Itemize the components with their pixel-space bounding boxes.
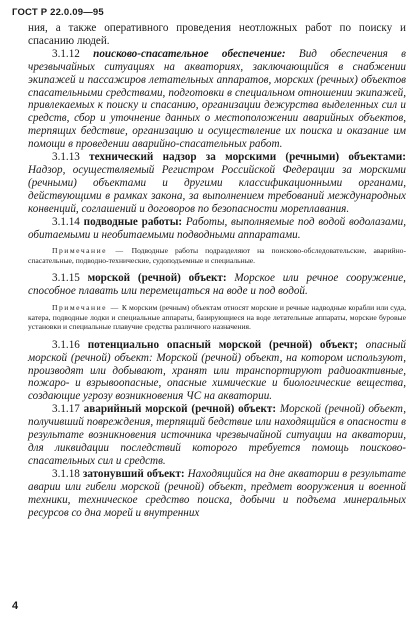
document-body <box>28 22 406 519</box>
intro-paragraph: ния, а также оперативного проведения неотложных работ по поиску и спасанию людей. <box>28 22 406 47</box>
section-3-1-13 <box>28 151 406 216</box>
note-3-1-15 <box>28 303 406 332</box>
section-number: 3.1.13 <box>52 151 80 164</box>
note-3-1-14 <box>28 246 406 265</box>
note-label: Примечание — <box>52 303 120 313</box>
section-3-1-16 <box>28 339 406 404</box>
section-definition: Вид обеспечения в чрезвычайных ситуациях на акваториях, заключающийся в снабжении экипажей и пассажиров летательных аппаратов, морских (речных) объектов спасательными средствами, подготовки в специальном отношении экипажей, привлекаемых к поиску и спасанию, организации дежурства выделенных сил и средств, сбор и уточнение данных о местоположении аварийных объектов, терпящих бедствие, организацию и осуществление их поиска и оказание им помощи в проведении аварийно-спасательных работ. <box>28 47 406 151</box>
section-number: 3.1.15 <box>52 272 80 285</box>
section-definition: Морской (речной) объект, получивший повреждения, терпящий бедствие или находящийся в опасности в результате возникновения источника чрезвычайной ситуации на акватории, для ликвидации последствий которого требуется помощь поисково-спасательных сил и средств. <box>28 403 406 467</box>
section-term: подводные работы: <box>83 215 183 228</box>
section-3-1-17 <box>28 403 406 468</box>
page-number: 4 <box>12 600 19 612</box>
section-number: 3.1.12 <box>52 47 80 60</box>
section-number: 3.1.14 <box>52 215 80 228</box>
section-definition: опасный морской (речной) объект: Морской (речной) объект, на котором используют, производят или добывают, хранят или транспортируют радиоактивные, пожаро- и взрывоопасные, опасные химические и биологические вещества, создающие угрозу возникновения ЧС на акватории. <box>28 338 406 403</box>
note-text: К морским (речным) объектам относят морские и речные надводные корабли или суда, катера, подводные лодки и специальные аппараты, базирующиеся на воде летательные аппараты, морские буровые установки и специальные плавучие средства различного назначения. <box>28 303 407 332</box>
section-term: технический надзор за морскими (речными) объектами: <box>89 151 406 164</box>
document-header: ГОСТ Р 22.0.09—95 <box>12 7 104 18</box>
section-definition: Надзор, осуществляемый Регистром Российской Федерации за морскими (речными) объектами и другими классификационными органами, действующими в рамках закона, за выполнением требований международных конвенций, соглашений и договоров по безопасности мореплавания. <box>28 163 406 215</box>
section-definition: Находящийся на дне акватории в результате аварии или гибели морской (речной) объект, предмет вооружения и военной техники, техническое средство поиска, добычи и подъема минеральных ресурсов со дна морей и внутренних <box>28 467 406 519</box>
note-text: Подводные работы подразделяют на поисково-обследовательские, аварийно-спасательные, подводно-технические, судоподъемные и специальные. <box>28 246 407 265</box>
section-term: морской (речной) объект: <box>87 272 227 285</box>
section-3-1-14 <box>28 216 406 242</box>
section-number: 3.1.17 <box>52 403 80 416</box>
section-definition: Работы, выполняемые под водой водолазами, обитаемыми и необитаемыми подводными аппаратами. <box>28 215 406 241</box>
section-3-1-12 <box>28 48 406 151</box>
section-3-1-18 <box>28 468 406 520</box>
section-3-1-15 <box>28 272 406 298</box>
section-term: аварийный морской (речной) объект: <box>83 403 277 416</box>
section-term: затонувший объект: <box>82 467 185 480</box>
note-label: Примечание — <box>52 246 125 256</box>
section-definition: Морское или речное сооружение, способное плавать или перемещаться на воде и под водой. <box>28 272 406 298</box>
section-term: потенциально опасный морской (речной) объект; <box>87 338 358 351</box>
section-number: 3.1.18 <box>52 467 80 480</box>
section-term: поисково-спасательное обеспечение: <box>93 47 286 60</box>
section-number: 3.1.16 <box>52 338 80 351</box>
